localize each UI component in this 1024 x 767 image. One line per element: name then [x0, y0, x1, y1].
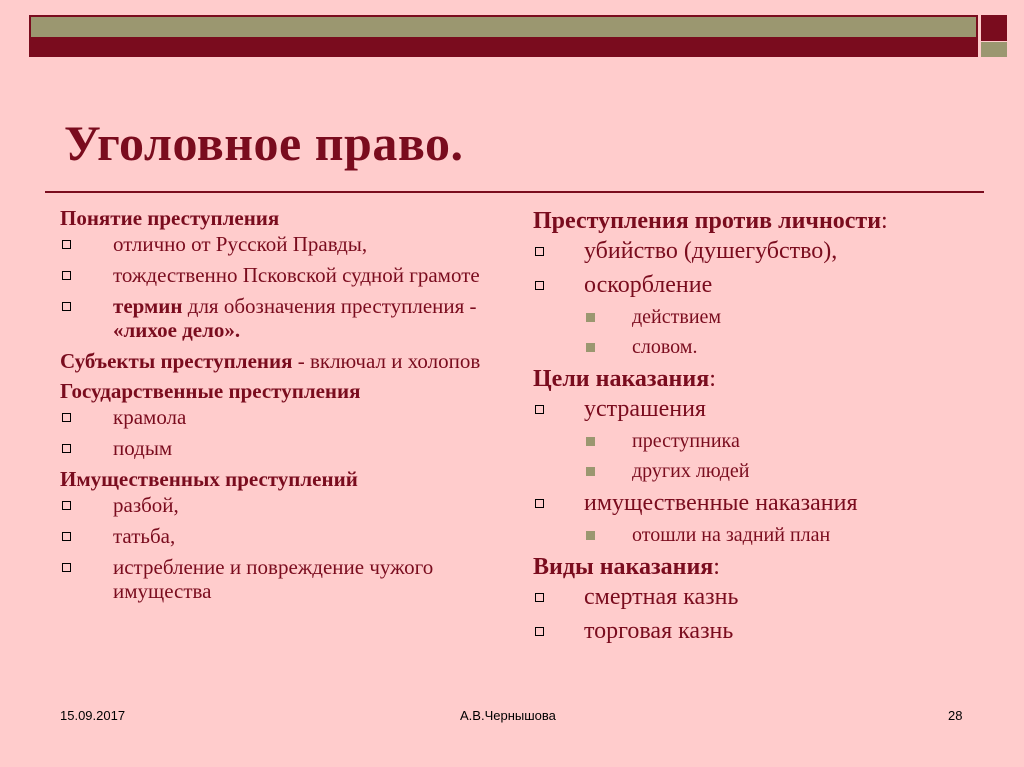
square-bullet-icon — [62, 240, 71, 249]
heading-punishment-types: Виды наказания: — [533, 554, 720, 580]
left-column — [60, 206, 510, 610]
square-bullet-icon — [535, 593, 544, 602]
slide-title: Уголовное право. — [64, 115, 464, 171]
heading-state-crimes: Государственные преступления — [60, 379, 361, 403]
filled-square-bullet-icon — [586, 313, 595, 322]
square-bullet-icon — [62, 563, 71, 572]
heading-crime-subjects: Субъекты преступления - включал и холопов — [60, 349, 481, 373]
filled-square-bullet-icon — [586, 437, 595, 446]
sub-list-item: словом. — [533, 334, 1003, 360]
square-bullet-icon — [535, 281, 544, 290]
list-item: подым — [60, 436, 510, 460]
right-column — [533, 206, 1003, 650]
list-item: устрашения — [533, 394, 1003, 424]
corner-square-red — [981, 15, 1007, 41]
list-item: разбой, — [60, 493, 510, 517]
list-item: отлично от Русской Правды, — [60, 232, 510, 256]
square-bullet-icon — [62, 501, 71, 510]
square-bullet-icon — [535, 627, 544, 636]
sub-list-item: действием — [533, 304, 1003, 330]
square-bullet-icon — [535, 499, 544, 508]
square-bullet-icon — [62, 271, 71, 280]
square-bullet-icon — [62, 532, 71, 541]
list-item: смертная казнь — [533, 582, 1003, 612]
corner-square-olive — [981, 42, 1007, 57]
heading-crime-concept: Понятие преступления — [60, 206, 280, 230]
list-item: татьба, — [60, 524, 510, 548]
footer-date: 15.09.2017 — [60, 708, 126, 723]
square-bullet-icon — [62, 413, 71, 422]
filled-square-bullet-icon — [586, 531, 595, 540]
list-item: термин для обозначения преступления - «лихое дело». — [60, 294, 510, 342]
list-item: крамола — [60, 405, 510, 429]
heading-property-crimes: Имущественных преступлений — [60, 467, 358, 491]
filled-square-bullet-icon — [586, 467, 595, 476]
title-divider — [45, 191, 984, 193]
top-decoration — [29, 15, 1007, 57]
square-bullet-icon — [535, 405, 544, 414]
footer-author: А.В.Чернышова — [460, 708, 556, 723]
list-item: оскорбление — [533, 270, 1003, 300]
sub-list-item: других людей — [533, 458, 1003, 484]
list-item: тождественно Псковской судной грамоте — [60, 263, 510, 287]
square-bullet-icon — [535, 247, 544, 256]
list-item: истребление и повреждение чужого имущества — [60, 555, 510, 603]
list-item: убийство (душегубство), — [533, 236, 1003, 266]
sub-list-item: преступника — [533, 428, 1003, 454]
top-bar-red — [29, 39, 978, 57]
footer-page-number: 28 — [948, 708, 963, 723]
sub-list-item: отошли на задний план — [533, 522, 1003, 548]
top-bar-olive — [29, 15, 978, 39]
heading-punishment-goals: Цели наказания: — [533, 366, 716, 392]
square-bullet-icon — [62, 444, 71, 453]
square-bullet-icon — [62, 302, 71, 311]
heading-crimes-against-person: Преступления против личности: — [533, 208, 888, 234]
list-item: имущественные наказания — [533, 488, 1003, 518]
filled-square-bullet-icon — [586, 343, 595, 352]
list-item: торговая казнь — [533, 616, 1003, 646]
